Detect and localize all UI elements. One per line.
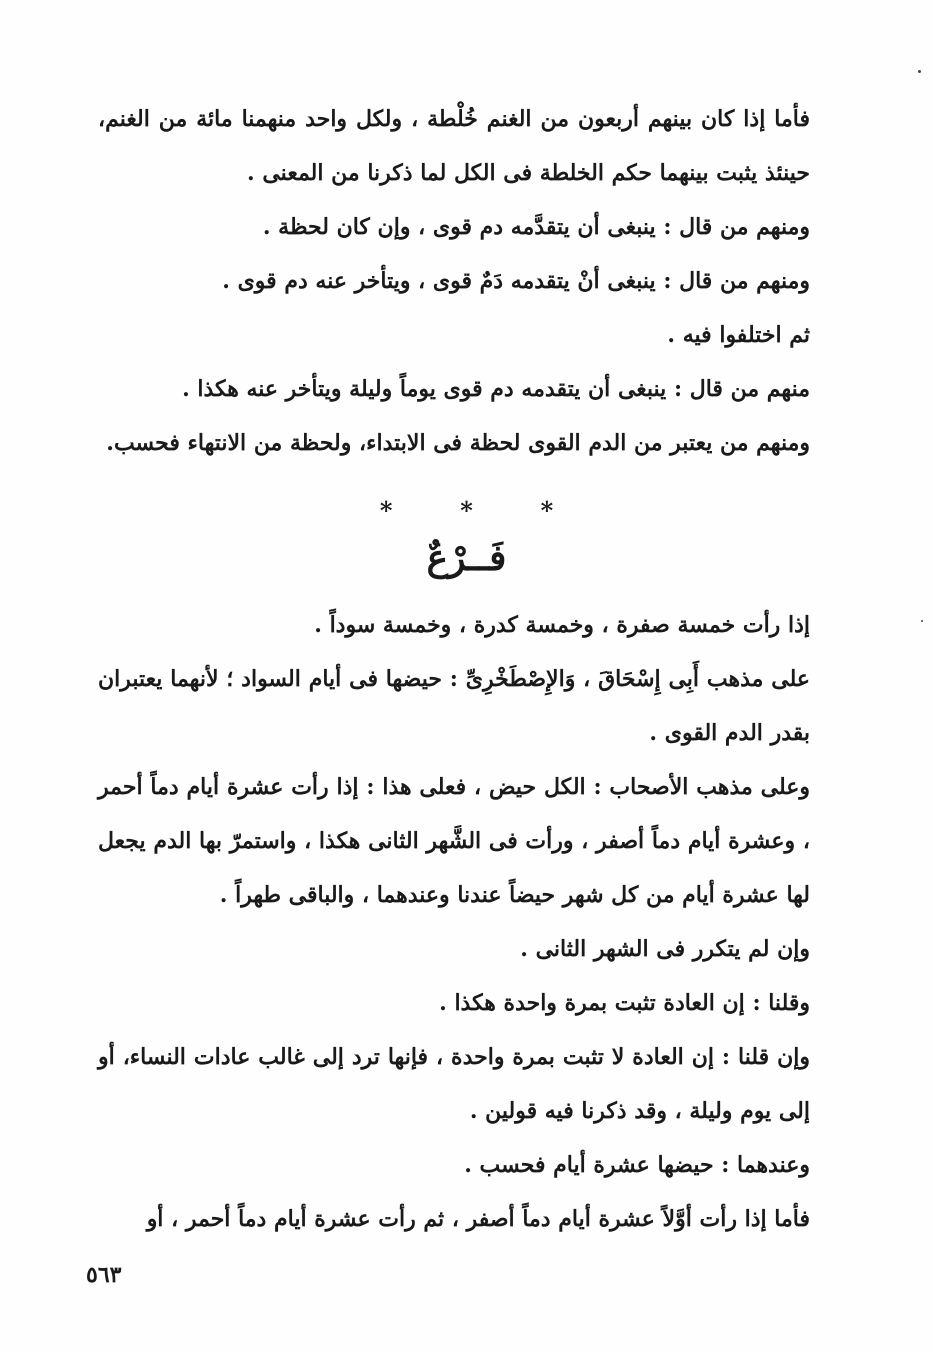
- paragraph: فأما إذا رأت أوَّلاً عشرة أيام دماً أصفر ، ثم رأت عشرة أيام دماً أحمر ، أو: [146, 1206, 810, 1232]
- scan-speck: [921, 620, 923, 622]
- paragraph: ومنهم من قال : ينبغى أن يتقدَّمه دم قوى ، وإن كان لحظة .: [262, 214, 810, 240]
- paragraph: وقلنا : إن العادة تثبت بمرة واحدة هكذا .: [439, 990, 810, 1016]
- paragraph: ومنهم من يعتبر من الدم القوى لحظة فى الابتداء، ولحظة من الانتهاء فحسب.: [106, 430, 810, 456]
- paragraph: إذا رأت خمسة صفرة ، وخمسة كدرة ، وخمسة سوداً .: [314, 612, 810, 638]
- body-text-top: [98, 92, 836, 470]
- page-number: ٥٦٣: [86, 1262, 122, 1288]
- separator-star: *: [379, 496, 393, 525]
- section-heading: فَــرْعٌ: [426, 537, 507, 579]
- paragraph: منهم من قال : ينبغى أن يتقدمه دم قوى يوماً وليلة ويتأخر عنه هكذا .: [182, 376, 810, 402]
- section-separator: [0, 496, 933, 525]
- paragraph: وإن قلنا : إن العادة لا تثبت بمرة واحدة ، فإنها ترد إلى غالب عادات النساء، أو إلى يوم وليلة ، وقد ذكرنا فيه قولين .: [98, 1044, 810, 1124]
- paragraph: ومنهم من قال : ينبغى أنْ يتقدمه دَمٌ قوى ، ويتأخر عنه دم قوى .: [222, 268, 810, 294]
- paragraph: وعلى مذهب الأصحاب : الكل حيض ، فعلى هذا : إذا رأت عشرة أيام دماً أحمر ، وعشرة أيام دماً أصفر ، ورأت فى الشَّهر الثانى هكذا ، واستمرّ بها الدم يجعل لها عشرة أيام من كل شهر حيضاً عندنا وعندهما ، والباقى طهراً .: [98, 774, 810, 908]
- scan-speck: [918, 70, 921, 73]
- body-text-bottom: [98, 598, 836, 1246]
- paragraph: ثم اختلفوا فيه .: [667, 322, 810, 348]
- paragraph: على مذهب أَبِى إِسْحَاقَ ، وَالإِصْطَخْرِىِّ : حيضها فى أيام السواد ؛ لأنهما يعتبران بقدر الدم القوى .: [98, 666, 810, 746]
- paragraph: فأما إذا كان بينهم أربعون من الغنم خُلْطة ، ولكل واحد منهمنا مائة من الغنم، حينئذ يثبت بينهما حكم الخلطة فى الكل لما ذكرنا من المعنى .: [98, 106, 810, 186]
- paragraph: وإن لم يتكرر فى الشهر الثانى .: [520, 936, 810, 962]
- paragraph: وعندهما : حيضها عشرة أيام فحسب .: [464, 1152, 810, 1178]
- separator-star: *: [540, 496, 554, 525]
- separator-star: *: [460, 496, 473, 525]
